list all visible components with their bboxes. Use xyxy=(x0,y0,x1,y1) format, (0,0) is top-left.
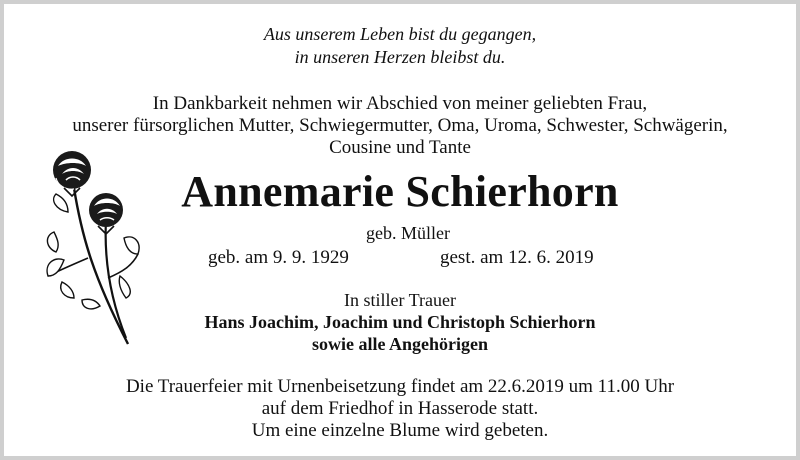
intro-line-3: Cousine und Tante xyxy=(329,137,471,158)
motto-line-2: in unseren Herzen bleibst du. xyxy=(294,47,506,67)
intro-line-1: In Dankbarkeit nehmen wir Abschied von meiner geliebten Frau, xyxy=(152,93,648,114)
ceremony-line-2: auf dem Friedhof in Hasserode statt. xyxy=(261,398,539,419)
motto-line-1: Aus unserem Leben bist du gegangen, xyxy=(263,24,537,44)
death-date: gest. am 12. 6. 2019 xyxy=(440,247,594,268)
mourners-others: sowie alle Angehörigen xyxy=(312,334,488,354)
maiden-name: geb. Müller xyxy=(366,223,450,243)
mourning-heading: In stiller Trauer xyxy=(344,290,456,310)
ceremony-line-1: Die Trauerfeier mit Urnenbeisetzung findet am 22.6.2019 um 11.00 Uhr xyxy=(125,376,675,397)
deceased-name: Annemarie Schierhorn xyxy=(181,167,619,216)
mourners-names: Hans Joachim, Joachim und Christoph Schierhorn xyxy=(204,312,596,332)
ceremony-line-3: Um eine einzelne Blume wird gebeten. xyxy=(251,420,549,441)
birth-date: geb. am 9. 9. 1929 xyxy=(208,247,349,268)
intro-line-2: unserer fürsorglichen Mutter, Schwiegermutter, Oma, Uroma, Schwester, Schwägerin, xyxy=(72,115,728,136)
